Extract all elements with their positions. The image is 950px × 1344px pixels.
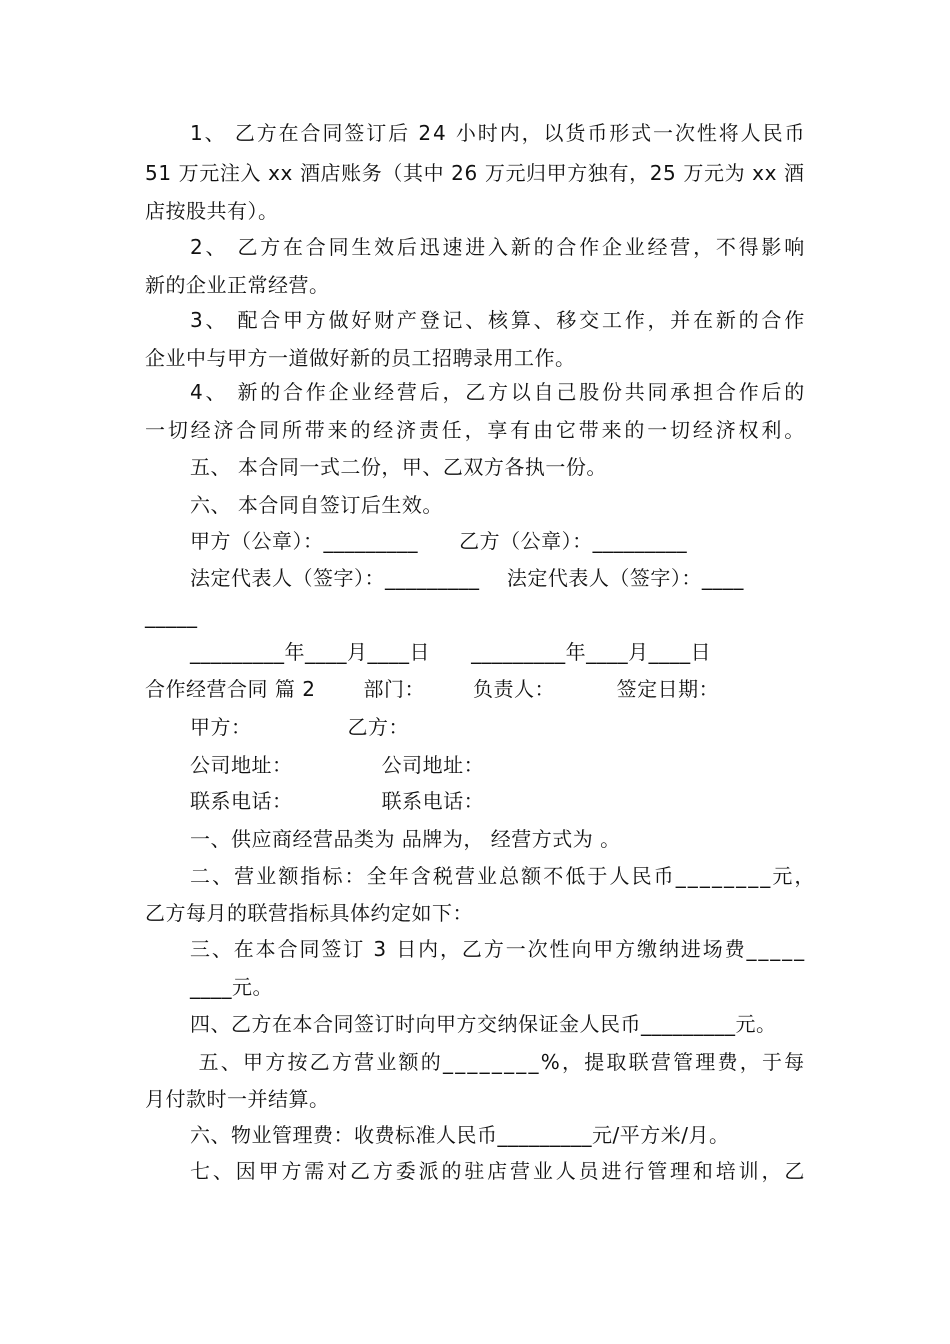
parties-line: 甲方： 乙方： [190, 715, 410, 739]
clause-2-line-1: 2 、 乙 方 在 合 同 生 效 后 迅 速 进 入 新 的 合 作 企 业 经 营 ， 不 得 影 响 [190, 235, 805, 259]
legal-rep-signature-continuation: _____ [145, 604, 198, 628]
clause-1-line-3: 店按股共有）。 [145, 199, 279, 223]
contract-2-heading: 合作经营合同 篇 2 部门： 负责人： 签定日期： [145, 677, 720, 701]
signing-date-line: _________年____月____日 _________年____月____日 [190, 640, 712, 664]
term-2-line-2: 乙方每月的联营指标具体约定如下： [145, 901, 473, 925]
clause-4-line-2: 一 切 经 济 合 同 所 带 来 的 经 济 责 任 ， 享 有 由 它 带 来 的 一 切 经 济 权 利 。 [145, 418, 805, 442]
clause-1-line-1: 1 、 乙 方 在 合 同 签 订 后 2 4 小 时 内 ， 以 货 币 形 式 一 次 性 将 人 民 币 [190, 121, 805, 145]
term-2-line-1: 二 、 营 业 额 指 标 ： 全 年 含 税 营 业 总 额 不 低 于 人 民 币 _ _ _ _ _ _ _ _ 元 ， [190, 864, 815, 888]
article-5: 五、 本合同一式二份，甲、乙双方各执一份。 [190, 455, 607, 479]
clause-3-line-2: 企业中与甲方一道做好新的员工招聘录用工作。 [145, 346, 576, 370]
term-3-line-1: 三 、 在 本 合 同 签 订 3 日 内 ， 乙 方 一 次 性 向 甲 方 缴 纳 进 场 费 _ _ _ _ _ [190, 937, 805, 961]
clause-2-line-2: 新的企业正常经营。 [145, 273, 330, 297]
term-1-line: 一、供应商经营品类为 品牌为， 经营方式为 。 [190, 827, 621, 851]
clause-4-line-1: 4 、 新 的 合 作 企 业 经 营 后 ， 乙 方 以 自 己 股 份 共 同 承 担 合 作 后 的 [190, 380, 805, 404]
article-6: 六、 本合同自签订后生效。 [190, 493, 443, 517]
term-4-line: 四、乙方在本合同签订时向甲方交纳保证金人民币_________元。 [190, 1012, 777, 1036]
contact-phone-line: 联系电话： 联系电话： [190, 789, 485, 813]
legal-rep-signature-line: 法定代表人（签字）：_________ 法定代表人（签字）：____ [190, 566, 744, 590]
term-5-line-2: 月付款时一并结算。 [145, 1087, 330, 1111]
term-6-line: 六、物业管理费：收费标准人民币_________元/平方米/月。 [190, 1123, 730, 1147]
party-seal-line: 甲方（公章）：_________ 乙方（公章）：_________ [190, 529, 688, 553]
company-address-line: 公司地址： 公司地址： [190, 753, 485, 777]
clause-1-line-2: 5 1 万 元 注 入 x x 酒 店 账 务 （ 其 中 2 6 万 元 归 甲 方 独 有 ， 2 5 万 元 为 x x 酒 [145, 161, 805, 185]
term-3-line-2: ____元。 [190, 975, 273, 999]
term-7-line-1: 七 、 因 甲 方 需 对 乙 方 委 派 的 驻 店 营 业 人 员 进 行 管 理 和 培 训 ， 乙 [190, 1159, 805, 1183]
term-5-line-1: 五 、 甲 方 按 乙 方 营 业 额 的 _ _ _ _ _ _ _ _ % ， 提 取 联 营 管 理 费 ， 于 每 [198, 1050, 805, 1074]
clause-3-line-1: 3 、 配 合 甲 方 做 好 财 产 登 记 、 核 算 、 移 交 工 作 ， 并 在 新 的 合 作 [190, 308, 805, 332]
